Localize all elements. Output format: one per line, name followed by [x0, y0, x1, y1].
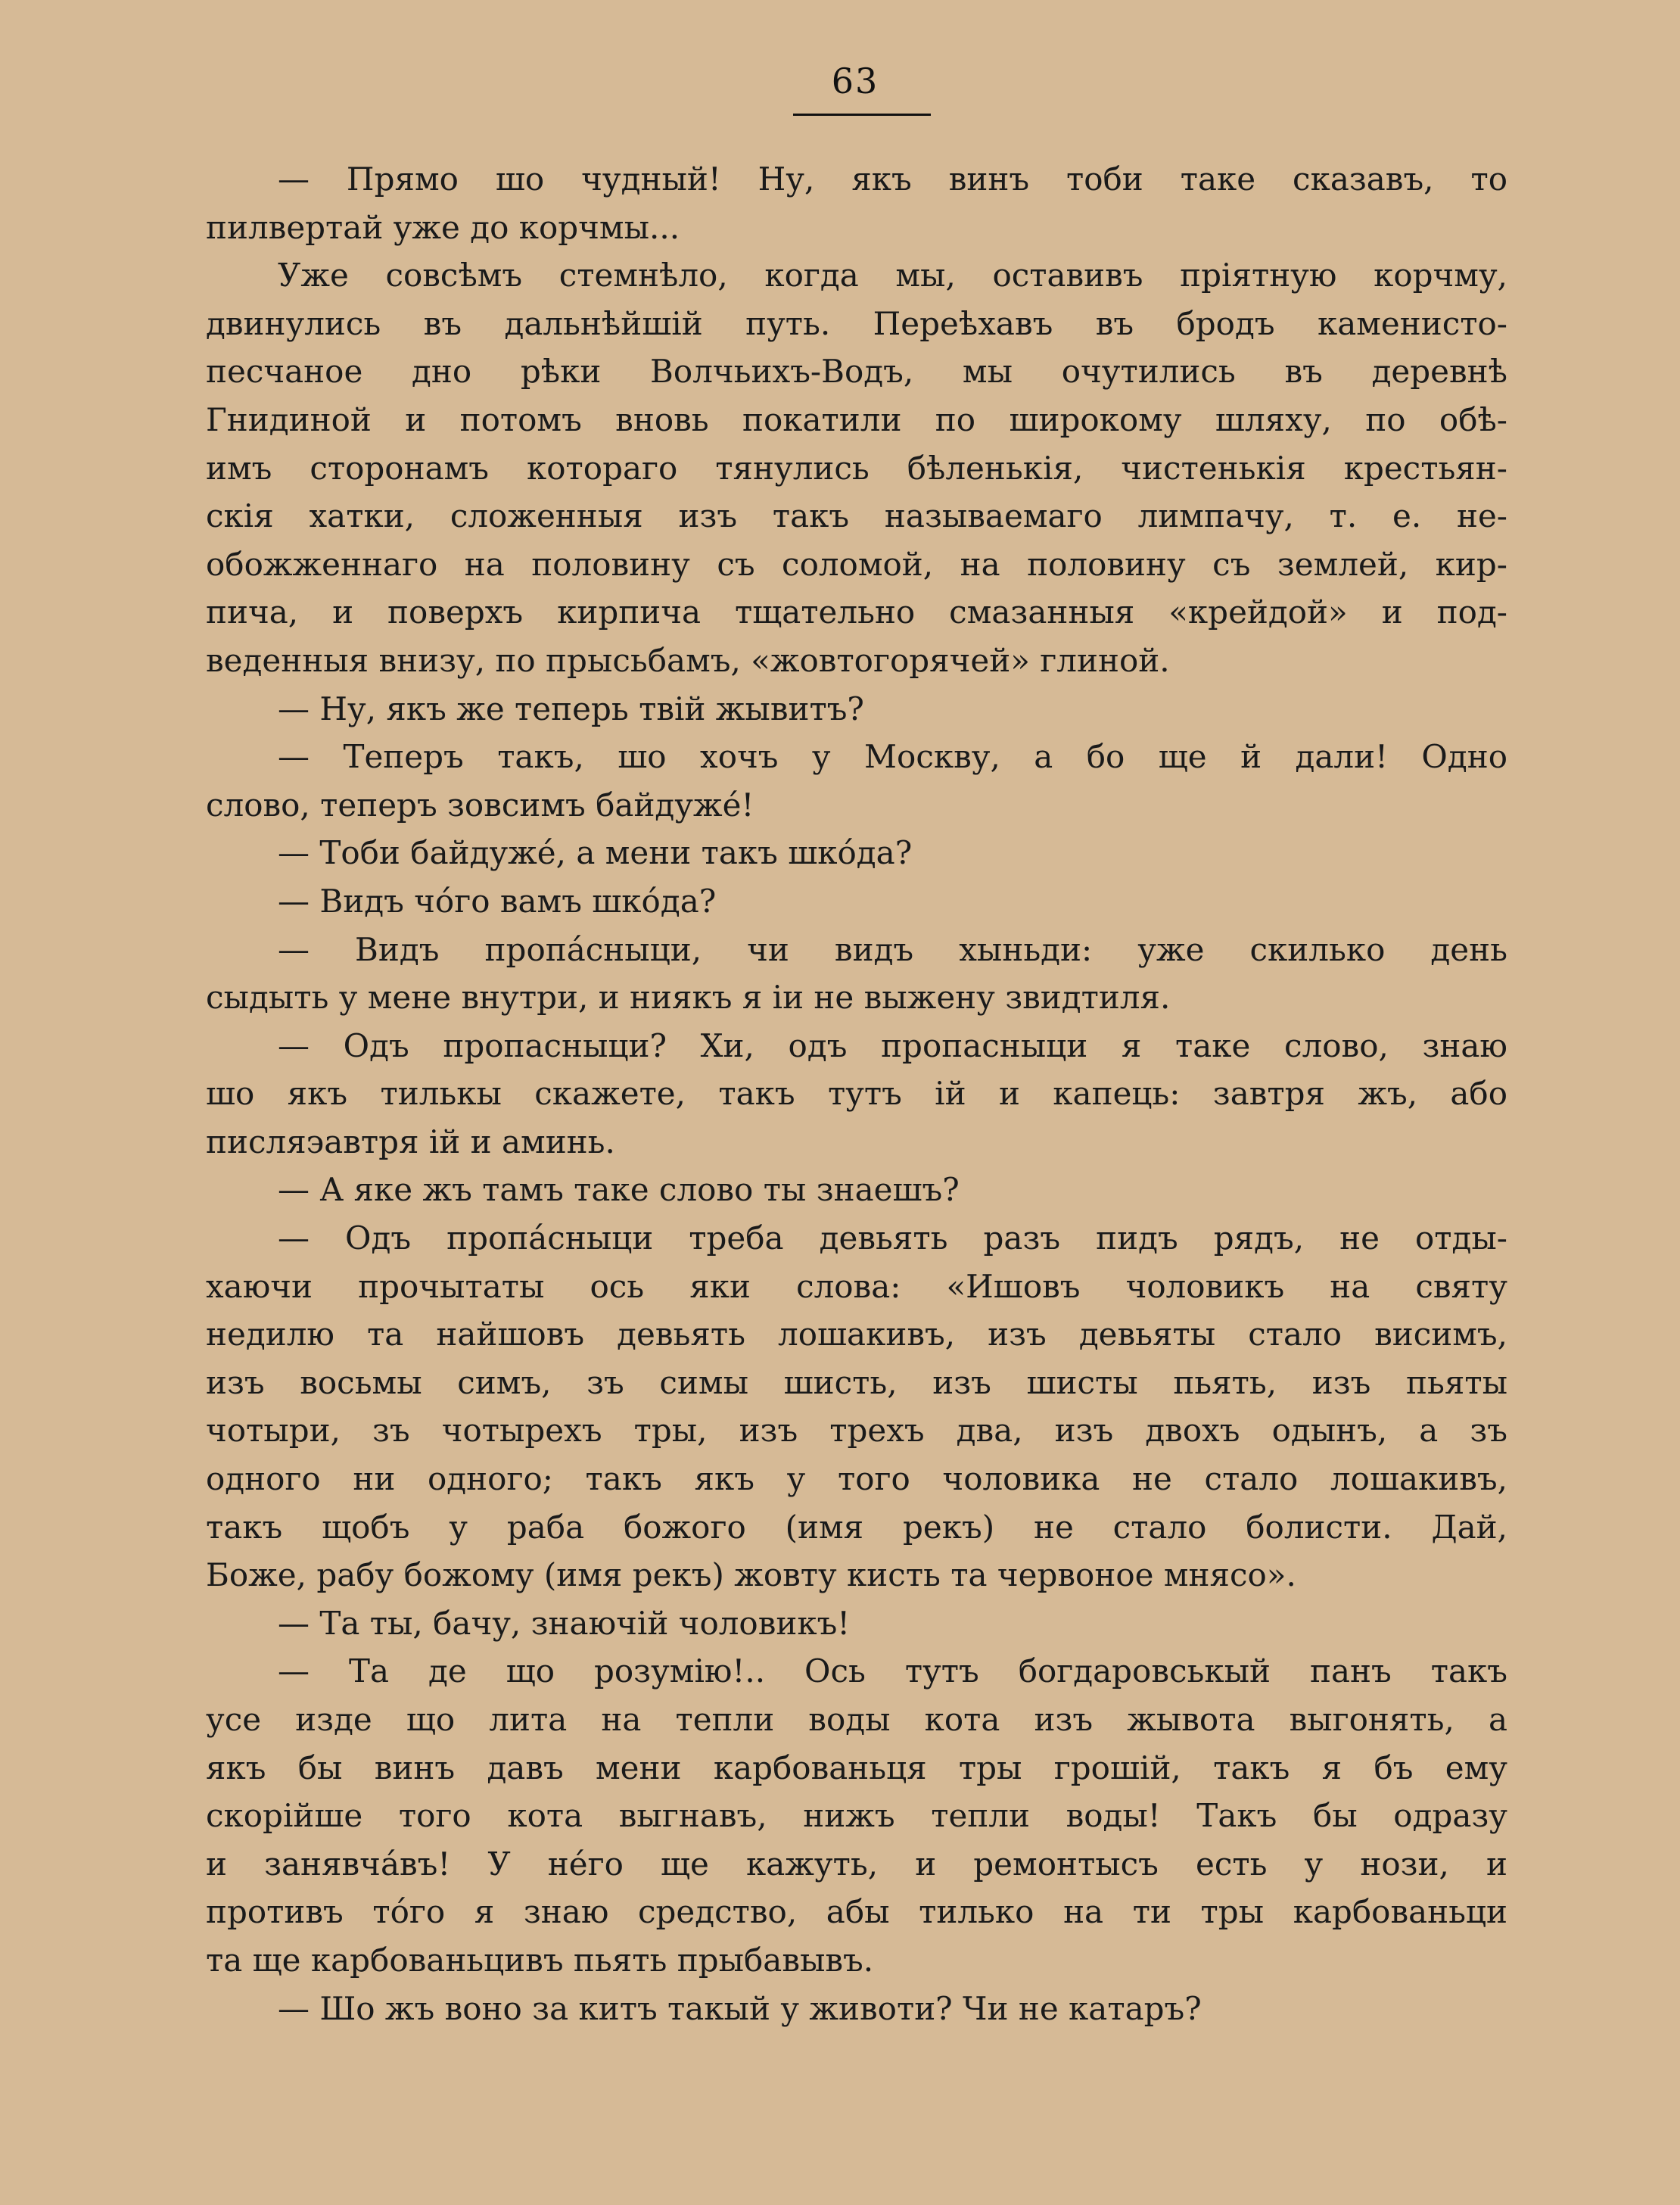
text-line: чотыри, зъ чотырехъ тры, изъ трехъ два, изъ двохъ одынъ, а зъ — [206, 1412, 1507, 1450]
text-line: скія хатки, сложенныя изъ такъ называемаго лимпачу, т. е. не- — [206, 497, 1507, 535]
text-line: одного ни одного; такъ якъ у того чоловика не стало лошакивъ, — [206, 1460, 1507, 1498]
text-line: слово, теперъ зовсимъ байдужé! — [206, 786, 754, 824]
text-line: та ще карбованьцивъ пьять прыбавывъ. — [206, 1941, 874, 1979]
text-line: изъ восьмы симъ, зъ симы шисть, изъ шисты пьять, изъ пьяты — [206, 1363, 1507, 1401]
text-line: — Видъ чóго вамъ шкóда? — [278, 882, 717, 920]
text-line: Боже, рабу божому (имя рекъ) жовту кисть та червоное мнясо». — [206, 1556, 1296, 1594]
page-number: 63 — [831, 61, 879, 101]
text-line: — Одъ пропáсныци треба девьять разъ пидъ рядъ, не отды- — [278, 1219, 1507, 1257]
text-line: скорійше того кота выгнавъ, нижъ тепли воды! Такъ бы одразу — [206, 1797, 1507, 1835]
text-line: — Ну, якъ же теперь твій жывитъ? — [278, 690, 864, 727]
text-line: — А яке жъ тамъ таке слово ты знаешъ? — [278, 1171, 960, 1209]
text-line: — Тоби байдужé, а мени такъ шкóда? — [278, 834, 913, 872]
text-line: — Та де що розумію!.. Ось тутъ богдаровськый панъ такъ — [278, 1652, 1507, 1690]
text-line: веденныя внизу, по прысьбамъ, «жовтогорячей» глиной. — [206, 641, 1170, 679]
text-line: — Прямо шо чудный! Ну, якъ винъ тоби таке сказавъ, то — [278, 160, 1507, 198]
text-line: имъ сторонамъ котораго тянулись бѣленькія, чистенькія крестьян- — [206, 449, 1507, 487]
text-line: обожженнаго на половину съ соломой, на половину съ землей, кир- — [206, 545, 1507, 583]
text-line: Уже совсѣмъ стемнѣло, когда мы, оставивъ пріятную корчму, — [278, 257, 1507, 294]
text-line: писляэавтря ій и аминь. — [206, 1123, 615, 1160]
text-line: пилвертай уже до корчмы... — [206, 208, 680, 246]
page-number-rule — [793, 114, 931, 116]
text-line: Гнидиной и потомъ вновь покатили по широкому шляху, по обѣ- — [206, 400, 1507, 438]
text-line: противъ тóго я знаю средство, абы тилько на ти тры карбованьци — [206, 1893, 1507, 1931]
text-line: — Одъ пропасныци? Хи, одъ пропасныци я таке слово, знаю — [278, 1026, 1507, 1064]
text-line: пича, и поверхъ кирпича тщательно смазанныя «крейдой» и под- — [206, 593, 1507, 631]
text-line: якъ бы винъ давъ мени карбованьця тры грошій, такъ я бъ ему — [206, 1749, 1507, 1786]
text-line: и занявчáвъ! У нéго ще кажуть, и ремонтысъ есть у нози, и — [206, 1845, 1507, 1883]
text-line: — Шо жъ воно за китъ такый у животи? Чи не катаръ? — [278, 1989, 1202, 2027]
text-line: хаючи прочытаты ось яки слова: «Ишовъ чоловикъ на святу — [206, 1267, 1507, 1305]
text-line: песчаное дно рѣки Волчьихъ-Водъ, мы очутились въ деревнѣ — [206, 353, 1507, 391]
text-line: сыдыть у мене внутри, и ниякъ я іи не выжену звидтиля. — [206, 979, 1171, 1017]
body-text — [206, 155, 1507, 2032]
text-line: недилю та найшовъ девьять лошакивъ, изъ девьяты стало висимъ, — [206, 1316, 1507, 1353]
text-line: двинулись въ дальнѣйшій путь. Переѣхавъ въ бродъ каменисто- — [206, 304, 1507, 342]
text-line: — Видъ пропáсныци, чи видъ хыньди: уже скилько день — [278, 930, 1507, 968]
text-line: шо якъ тилькы скажете, такъ тутъ ій и капець: завтря жъ, або — [206, 1075, 1507, 1113]
text-line: такъ щобъ у раба божого (имя рекъ) не стало болисти. Дай, — [206, 1508, 1507, 1546]
text-line: — Теперъ такъ, шо хочъ у Москву, а бо ще й дали! Одно — [278, 738, 1507, 776]
text-line: — Та ты, бачу, знаючій чоловикъ! — [278, 1604, 851, 1642]
text-line: усе изде що лита на тепли воды кота изъ жывота выгонять, а — [206, 1701, 1507, 1738]
